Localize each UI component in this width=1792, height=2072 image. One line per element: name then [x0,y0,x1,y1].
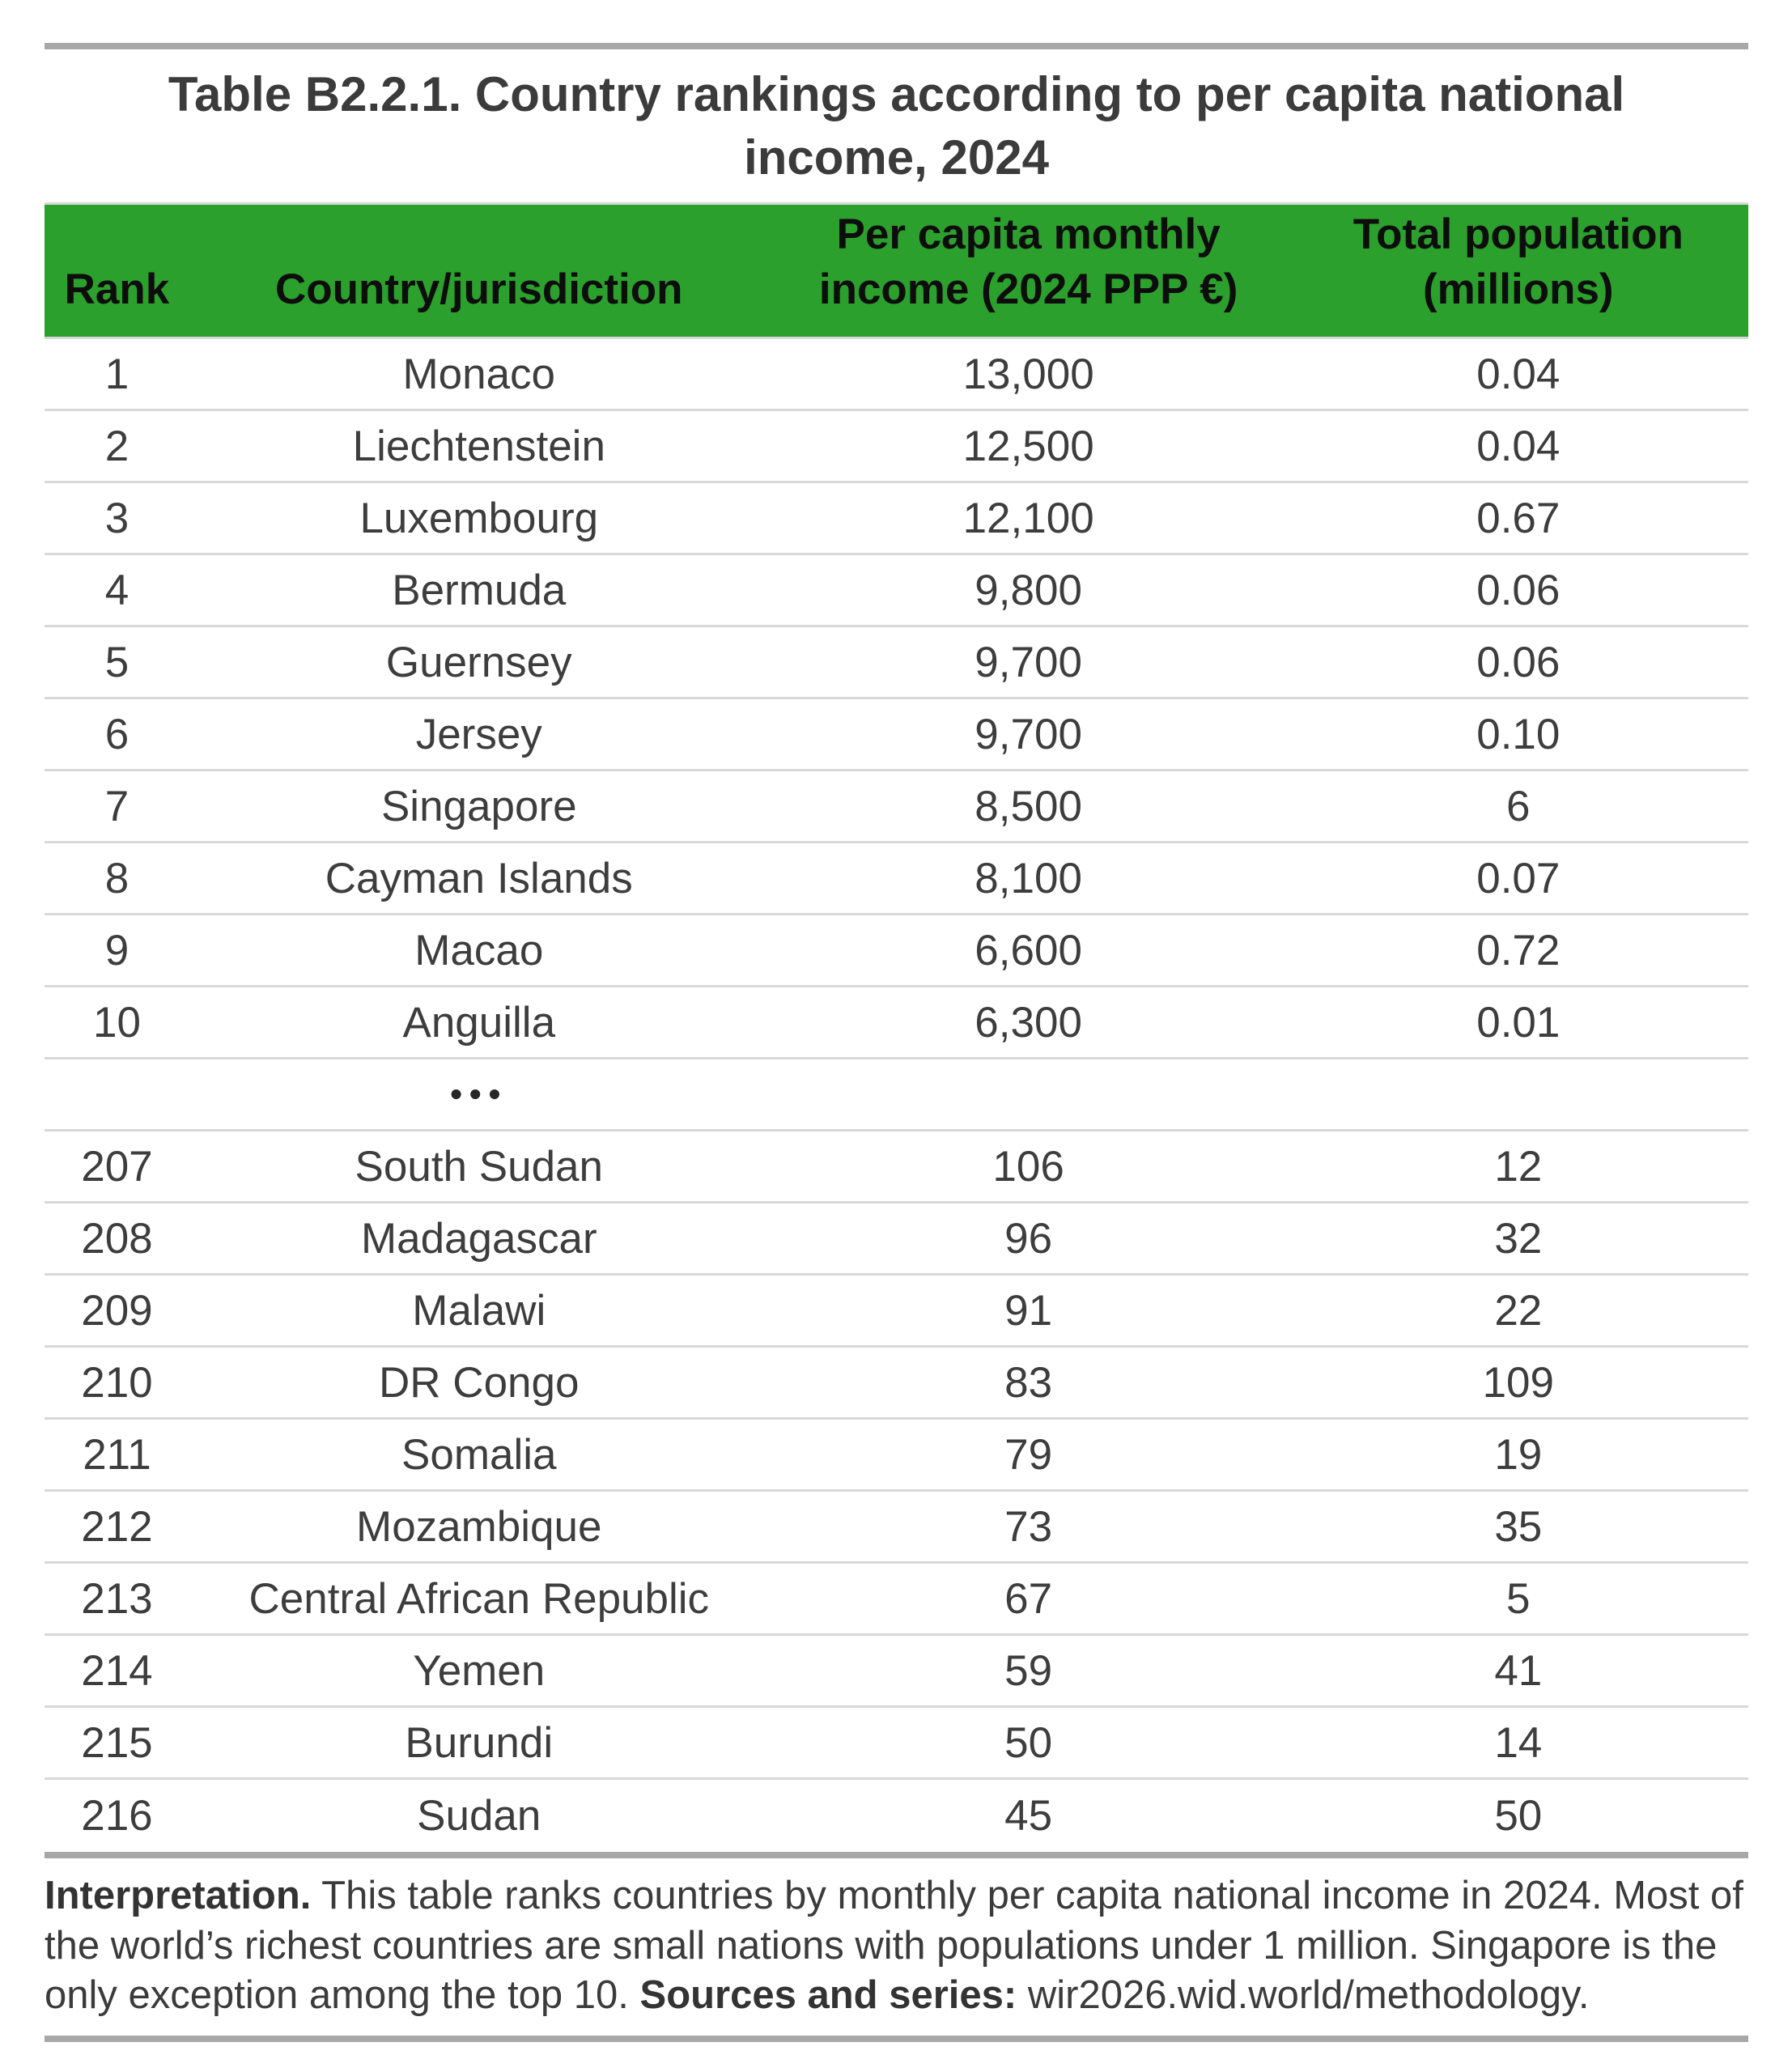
country-cell: Somalia [401,1430,557,1479]
rank-cell: 8 [104,854,130,902]
income-cell: 9,700 [975,710,1082,758]
column-header-income: Per capita monthly income (2024 PPP €) [818,210,1238,314]
interpretation-text: This table ranks countries by monthly per capita national income in 2024. Most of the world’s richest countries are small nations with populations under 1 million. Singapore is the only exception among the top 10. [45,1874,1743,2018]
population-cell: 0.07 [1476,854,1561,902]
population-cell: 22 [1494,1286,1543,1335]
rank-cell: 3 [104,494,130,542]
table-row [45,555,1748,627]
table-row [45,1564,1748,1636]
table-bottom-rule [45,1852,1748,1858]
table-row [45,1492,1748,1564]
rank-cell: 214 [81,1646,153,1695]
rank-cell: 209 [81,1286,153,1335]
income-cell: 6,300 [975,998,1082,1047]
rank-cell: 210 [81,1358,153,1407]
income-cell: 59 [1004,1646,1053,1695]
population-cell: 35 [1494,1502,1543,1551]
table-row [45,627,1748,699]
country-cell: South Sudan [355,1142,603,1191]
rank-cell: 207 [81,1142,153,1191]
rank-cell: 1 [104,350,130,398]
column-header-country: Country/jurisdiction [275,265,683,314]
interpretation-label: Interpretation. [45,1874,312,1917]
population-cell: 0.01 [1476,998,1561,1047]
country-cell: Liechtenstein [352,422,605,470]
income-cell: 9,700 [975,638,1082,686]
rank-cell: 2 [104,422,130,470]
ellipsis: ••• [450,1075,508,1113]
table-row [45,339,1748,411]
table-row [45,1636,1748,1708]
rank-cell: 213 [81,1574,153,1623]
country-cell: Anguilla [402,998,556,1047]
income-cell: 8,100 [975,854,1082,902]
country-cell: Monaco [402,350,556,398]
population-cell: 5 [1506,1574,1531,1623]
rank-cell: 5 [104,638,130,686]
population-cell: 0.06 [1476,566,1561,614]
population-cell: 0.04 [1476,350,1561,398]
country-cell: Macao [414,926,544,974]
table-row [45,1132,1748,1204]
table-row [45,1708,1748,1780]
rank-cell: 4 [104,566,130,614]
table-row [45,987,1748,1059]
table-title: Table B2.2.1. Country rankings according to per capita national income, 2024 [168,67,1625,185]
income-cell: 106 [992,1142,1064,1191]
income-cell: 73 [1004,1502,1053,1551]
rank-cell: 211 [83,1430,151,1479]
income-cell: 9,800 [975,566,1082,614]
table-body [45,337,1748,1852]
column-header-rank: Rank [64,265,170,314]
table-row [45,699,1748,771]
rank-cell: 7 [104,782,130,830]
table-row [45,1420,1748,1492]
table-row [45,411,1748,483]
table-row [45,915,1748,987]
population-cell: 41 [1494,1646,1543,1695]
rank-cell: 10 [92,998,141,1047]
country-cell: Singapore [380,782,577,830]
sources-label: Sources and series: [639,1973,1017,2018]
income-cell: 79 [1004,1430,1053,1479]
country-cell: Mozambique [356,1502,602,1551]
population-cell: 50 [1494,1792,1543,1840]
rank-cell: 216 [81,1792,153,1840]
table-row [45,1348,1748,1420]
country-cell: DR Congo [379,1358,580,1407]
population-cell: 0.10 [1476,710,1561,758]
income-cell: 6,600 [975,926,1082,974]
country-cell: Burundi [405,1718,554,1767]
population-cell: 0.06 [1476,638,1561,686]
country-cell: Central African Republic [248,1574,710,1623]
population-cell: 109 [1482,1358,1555,1407]
country-cell: Madagascar [360,1214,597,1263]
bottom-rule [45,2036,1748,2042]
table-row [45,1780,1748,1852]
country-cell: Luxembourg [359,494,599,542]
population-cell: 19 [1494,1430,1543,1479]
country-cell: Sudan [417,1792,541,1840]
rank-cell: 208 [81,1214,153,1263]
sources-text: wir2026.wid.world/methodology. [1017,1973,1590,2018]
rank-cell: 6 [104,710,130,758]
population-cell: 0.72 [1476,926,1561,974]
income-cell: 50 [1004,1718,1053,1767]
table-row [45,1204,1748,1276]
top-rule [45,43,1748,49]
income-cell: 45 [1004,1792,1053,1840]
table-row [45,771,1748,843]
income-cell: 67 [1004,1574,1053,1623]
country-cell: Malawi [412,1286,546,1335]
income-cell: 83 [1004,1358,1053,1407]
country-cell: Yemen [413,1646,546,1695]
income-cell: 12,100 [962,494,1094,542]
column-header-population: Total population (millions) [1352,210,1684,314]
population-cell: 12 [1494,1142,1543,1191]
rank-cell: 9 [104,926,130,974]
ellipsis-row [45,1059,1748,1132]
country-cell: Bermuda [392,566,567,614]
country-cell: Jersey [415,710,542,758]
population-cell: 6 [1506,782,1531,830]
table-row [45,843,1748,915]
income-cell: 8,500 [975,782,1082,830]
table-header-row [45,202,1748,337]
country-cell: Guernsey [385,638,572,686]
table-figure [45,43,1748,2042]
rank-cell: 215 [81,1718,153,1767]
population-cell: 14 [1494,1718,1543,1767]
population-cell: 0.04 [1476,422,1561,470]
interpretation-note [45,1858,1748,2036]
country-cell: Cayman Islands [325,854,633,902]
income-cell: 91 [1004,1286,1053,1335]
table-row [45,1276,1748,1348]
rank-cell: 212 [81,1502,153,1551]
income-cell: 13,000 [962,350,1094,398]
table-row [45,483,1748,555]
income-cell: 12,500 [962,422,1094,470]
income-cell: 96 [1004,1214,1053,1263]
population-cell: 32 [1494,1214,1543,1263]
population-cell: 0.67 [1476,494,1561,542]
